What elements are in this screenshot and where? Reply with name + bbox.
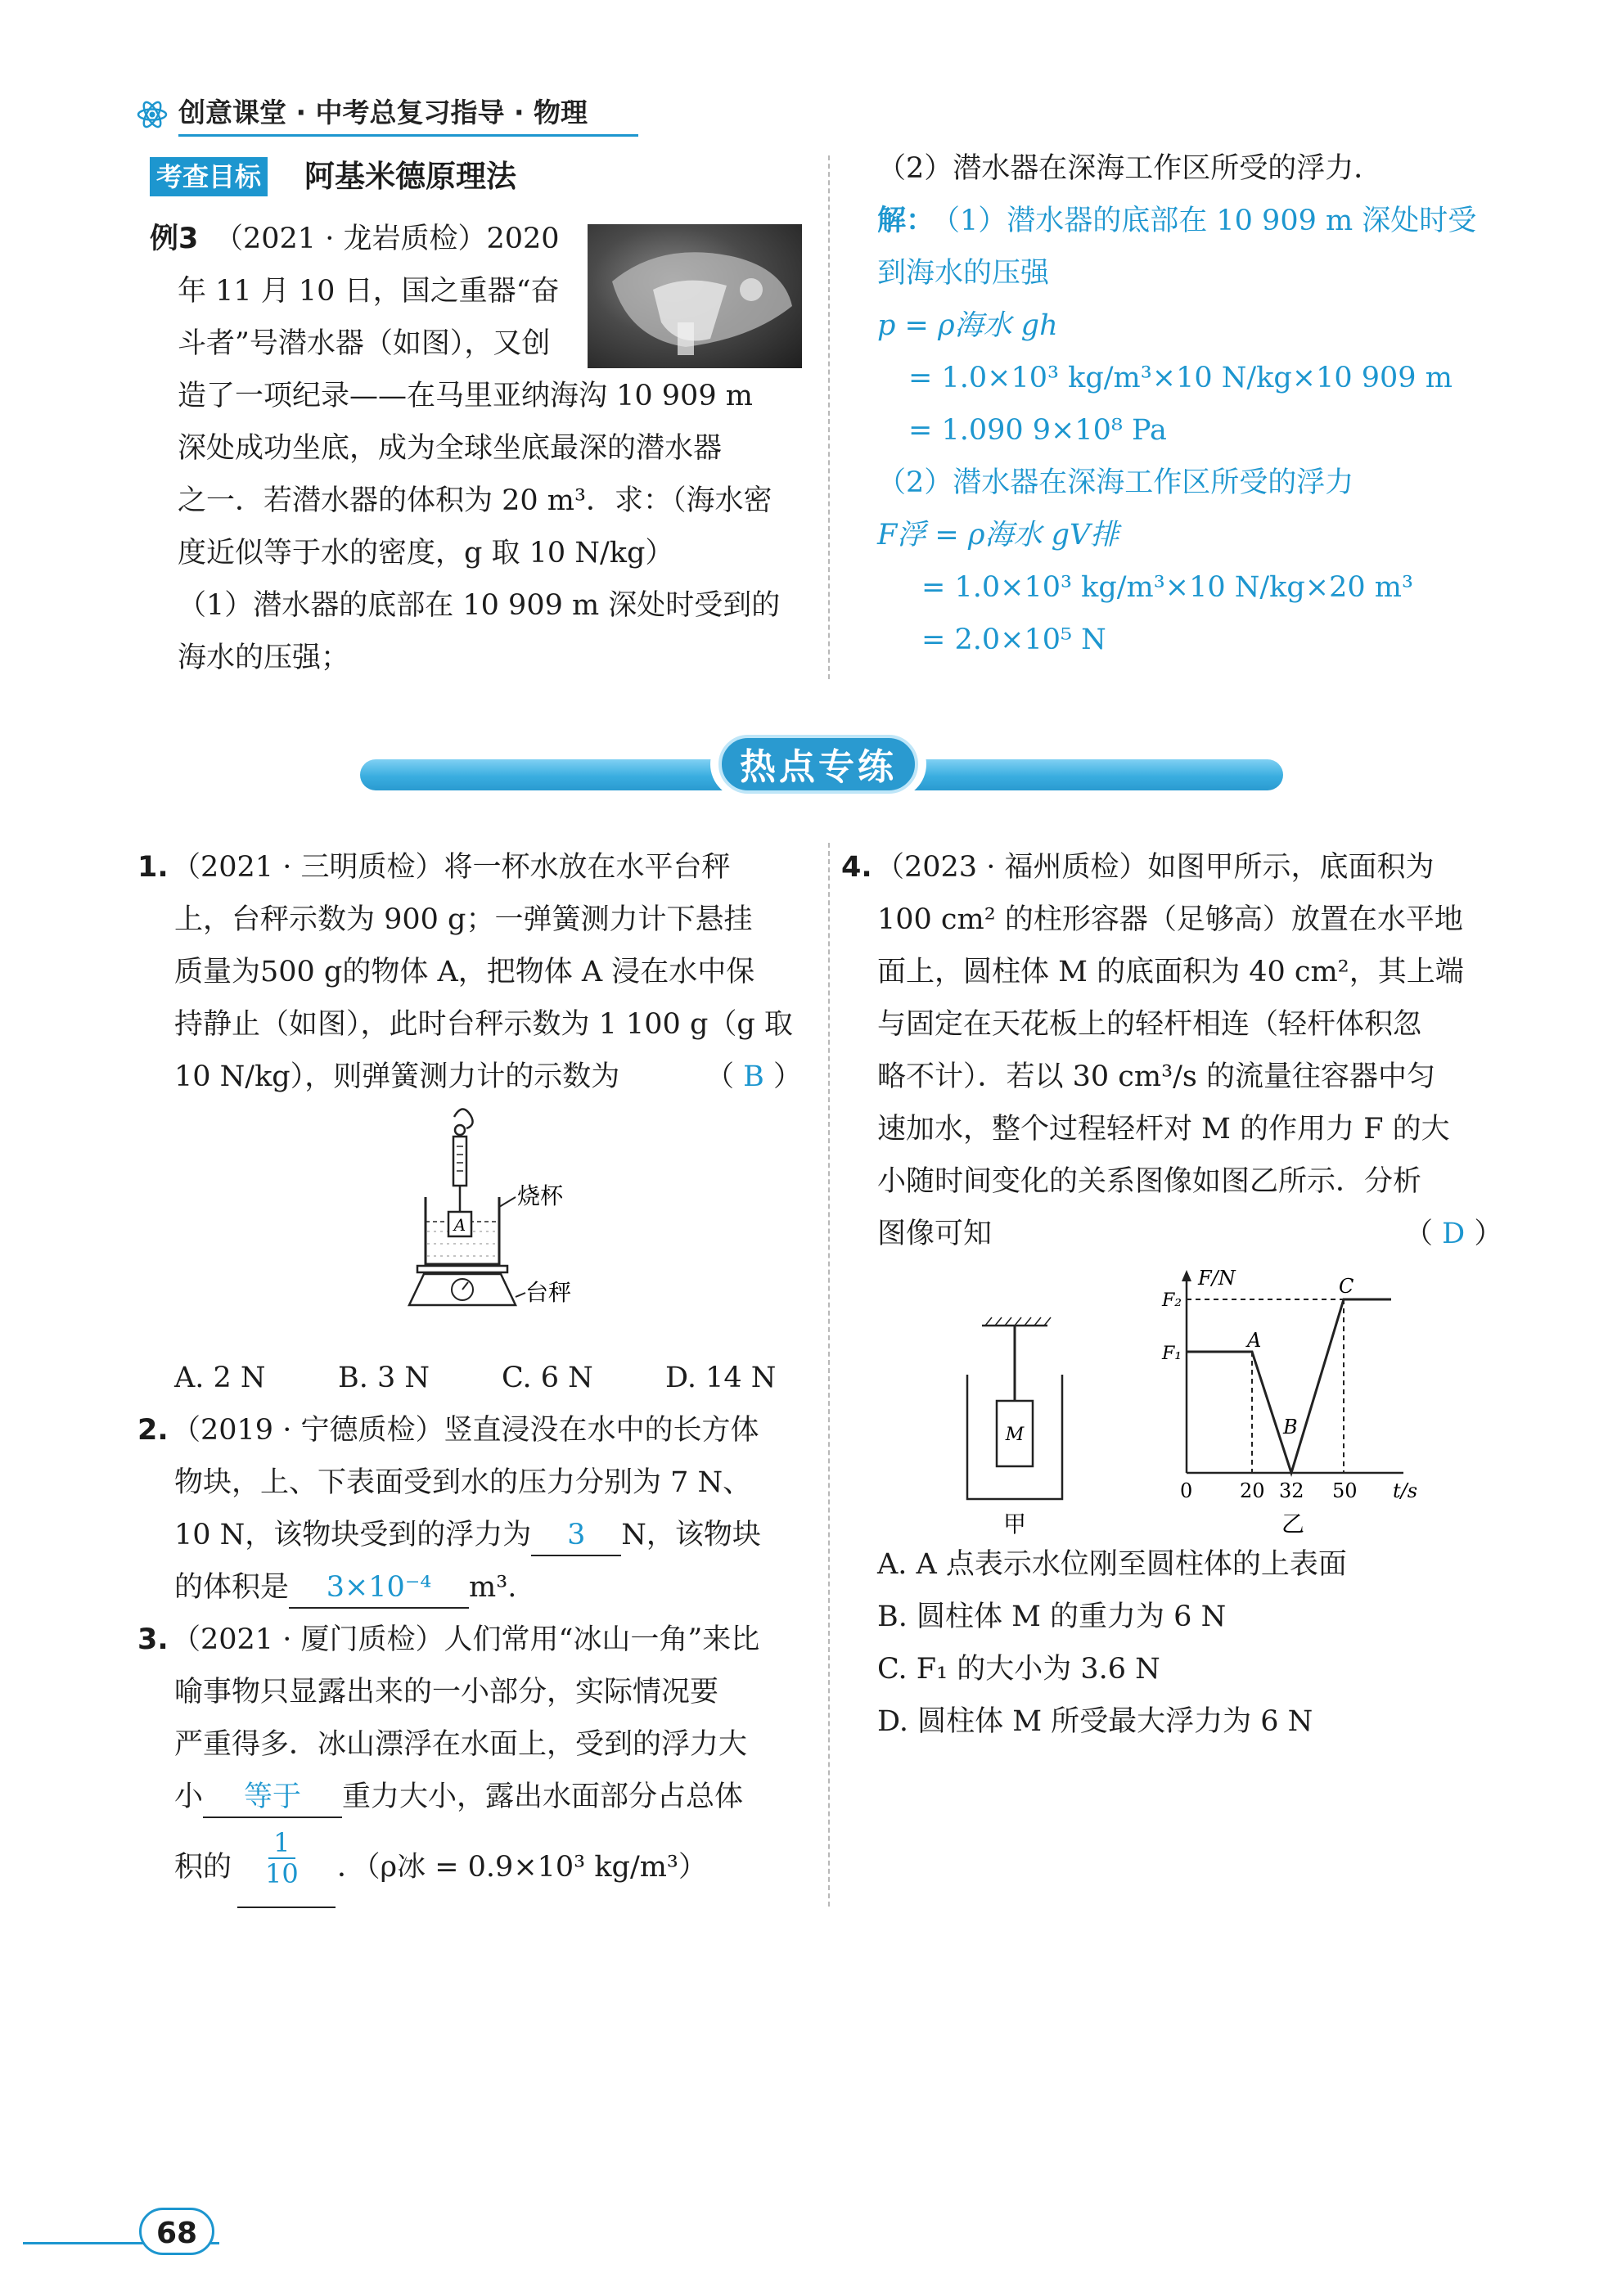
q2-line xyxy=(174,1568,516,1609)
q4-x-tick: 32 xyxy=(1279,1479,1304,1502)
solution-formula: = 2.0×10⁵ N xyxy=(921,624,1106,656)
q2-blank-volume: 3×10⁻⁴ xyxy=(289,1568,469,1609)
q2-text: m³. xyxy=(469,1571,517,1604)
q3-blank-equal: 等于 xyxy=(203,1777,342,1818)
q4-line: 100 cm² 的柱形容器（足够高）放置在水平地 xyxy=(877,903,1463,936)
solution-label: 解： xyxy=(877,205,935,237)
solution-formula: = 1.090 9×10⁸ Pa xyxy=(908,414,1167,447)
solution-formula: p = ρ海水 gh xyxy=(877,309,1058,342)
q4-x-tick: 20 xyxy=(1240,1479,1265,1502)
q4-x-tick: 50 xyxy=(1332,1479,1358,1502)
q1-option-c: C. 6 N xyxy=(502,1362,593,1394)
q4-line: 与固定在天花板上的轻杆相连（轻杆体积忽 xyxy=(877,1008,1422,1041)
q2-text: 10 N，该物块受到的浮力为 xyxy=(174,1519,532,1551)
q4-point-a: A xyxy=(1247,1329,1262,1352)
example-label: 例3 xyxy=(150,223,199,255)
example-line: （2021 · 龙岩质检）2020 xyxy=(214,223,560,255)
q1-line: 10 N/kg），则弹簧测力计的示数为 xyxy=(174,1060,620,1093)
q3-frac-numerator: 1 xyxy=(268,1828,295,1859)
example-line: 之一．若潜水器的体积为 20 m³．求：（海水密 xyxy=(178,484,772,517)
q4-number: 4. xyxy=(841,851,872,884)
q3-line xyxy=(174,1777,743,1818)
q4-line: 小随时间变化的关系图像如图乙所示．分析 xyxy=(877,1165,1422,1198)
q2-text: N，该物块 xyxy=(621,1519,761,1551)
q3-line: 喻事物只显露出来的一小部分，实际情况要 xyxy=(174,1676,719,1708)
q1-number: 1. xyxy=(137,851,169,884)
solution-formula: = 1.0×10³ kg/m³×10 N/kg×10 909 m xyxy=(908,362,1453,394)
q2-line xyxy=(174,1515,761,1556)
q4-line: 面上，圆柱体 M 的底面积为 40 cm²，其上端 xyxy=(877,956,1464,988)
q4-y-tick-f1: F₁ xyxy=(1162,1344,1182,1364)
q1-object-label: A xyxy=(453,1215,466,1235)
section-tag: 考查目标 xyxy=(150,157,268,196)
solution-line: 到海水的压强 xyxy=(877,257,1050,290)
q2-number: 2. xyxy=(137,1414,169,1447)
q3-text: 积的 xyxy=(174,1851,232,1884)
example-line: 年 11 月 10 日，国之重器“奋 xyxy=(178,275,560,308)
example-line: 斗者”号潜水器（如图），又创 xyxy=(178,327,551,360)
q3-number: 3. xyxy=(137,1623,169,1656)
solution-line: （1）潜水器的底部在 10 909 m 深处时受 xyxy=(931,205,1477,237)
q1-line: 质量为500 g的物体 A，把物体 A 浸在水中保 xyxy=(174,956,755,988)
q4-point-b: B xyxy=(1283,1416,1298,1438)
example-line: 度近似等于水的密度，g 取 10 N/kg） xyxy=(178,537,674,569)
q4-x-tick: 0 xyxy=(1180,1479,1193,1502)
q4-figure-yi xyxy=(1154,1260,1432,1538)
solution-line: （2）潜水器在深海工作区所受的浮力 xyxy=(877,466,1354,499)
header-title: 创意课堂 · 中考总复习指导 · 物理 xyxy=(178,97,588,128)
q4-point-c: C xyxy=(1339,1275,1354,1298)
q3-line xyxy=(174,1848,232,1887)
q1-line: （2021 · 三明质检）将一杯水放在水平台秤 xyxy=(172,851,731,884)
example-question-2: （2）潜水器在深海工作区所受的浮力． xyxy=(877,152,1383,185)
q4-line: （2023 · 福州质检）如图甲所示，底面积为 xyxy=(876,851,1435,884)
q4-answer-paren: （ D ） xyxy=(1404,1218,1503,1250)
q2-line: （2019 · 宁德质检）竖直浸没在水中的长方体 xyxy=(172,1414,759,1447)
header xyxy=(131,90,638,139)
q3-frac-denominator: 10 xyxy=(265,1858,299,1889)
q4-option-b: B. 圆柱体 M 的重力为 6 N xyxy=(877,1600,1227,1633)
q4-line: 略不计）．若以 30 cm³/s 的流量往容器中匀 xyxy=(877,1060,1435,1093)
q1-scale-label: 台秤 xyxy=(525,1279,572,1306)
q4-line: 速加水，整个过程轻杆对 M 的作用力 F 的大 xyxy=(877,1113,1450,1146)
column-divider-top xyxy=(828,155,830,679)
q4-line: 图像可知 xyxy=(877,1218,993,1250)
section-title: 阿基米德原理法 xyxy=(304,159,516,194)
q4-figure-jia-label: 甲 xyxy=(1002,1510,1027,1537)
header-underline xyxy=(178,134,638,137)
q4-figure-yi-label: 乙 xyxy=(1281,1510,1305,1537)
q3-line: 严重得多．冰山漂浮在水面上，受到的浮力大 xyxy=(174,1728,748,1761)
q2-blank-buoyancy: 3 xyxy=(531,1515,621,1556)
q4-option-d: D. 圆柱体 M 所受最大浮力为 6 N xyxy=(877,1705,1313,1738)
example-line: 造了一项纪录——在马里亚纳海沟 10 909 m xyxy=(178,380,753,412)
q2-text: 的体积是 xyxy=(174,1571,290,1604)
q4-x-axis-label: t/s xyxy=(1393,1479,1418,1502)
q1-option-a: A. 2 N xyxy=(174,1362,266,1394)
q4-answer: D xyxy=(1442,1218,1466,1250)
q1-answer: B xyxy=(743,1060,764,1093)
q3-text: 重力大小，露出水面部分占总体 xyxy=(342,1781,744,1813)
q4-object-label: M xyxy=(1005,1425,1025,1445)
q1-line: 持静止（如图），此时台秤示数为 1 100 g（g 取 xyxy=(174,1008,793,1041)
q1-line: 上，台秤示数为 900 g；一弹簧测力计下悬挂 xyxy=(174,903,753,936)
q2-line: 物块，上、下表面受到水的压力分别为 7 N、 xyxy=(174,1466,752,1499)
q1-option-b: B. 3 N xyxy=(338,1362,430,1394)
q1-answer-paren: （ B ） xyxy=(705,1060,803,1093)
q4-figure-jia xyxy=(949,1309,1080,1538)
q4-y-axis-label: F/N xyxy=(1198,1267,1236,1290)
example-line: （1）潜水器的底部在 10 909 m 深处时受到的 xyxy=(178,589,781,622)
q1-beaker-label: 烧杯 xyxy=(517,1182,564,1209)
q3-text: 小 xyxy=(174,1781,204,1813)
q4-option-a: A. A 点表示水位刚至圆柱体的上表面 xyxy=(877,1548,1347,1581)
example-line: 海水的压强； xyxy=(178,642,350,674)
atom-icon xyxy=(136,98,169,131)
banner-title: 热点专练 xyxy=(718,735,918,794)
q4-y-tick-f2: F₂ xyxy=(1162,1290,1182,1311)
q4-option-c: C. F₁ 的大小为 3.6 N xyxy=(877,1653,1160,1686)
column-divider-bottom xyxy=(828,843,830,1907)
q3-line: ．（ρ冰 = 0.9×10³ kg/m³） xyxy=(337,1851,707,1884)
solution-formula: F浮 = ρ海水 gV排 xyxy=(877,519,1119,551)
page-number: 68 xyxy=(139,2208,214,2255)
solution-formula: = 1.0×10³ kg/m³×10 N/kg×20 m³ xyxy=(921,571,1413,604)
q3-line: （2021 · 厦门质检）人们常用“冰山一角”来比 xyxy=(172,1623,760,1656)
q1-option-d: D. 14 N xyxy=(665,1362,777,1394)
example-line: 深处成功坐底，成为全球坐底最深的潜水器 xyxy=(178,432,723,465)
submersible-photo xyxy=(588,224,802,368)
q1-figure xyxy=(385,1101,630,1346)
q3-fraction xyxy=(237,1825,336,1908)
